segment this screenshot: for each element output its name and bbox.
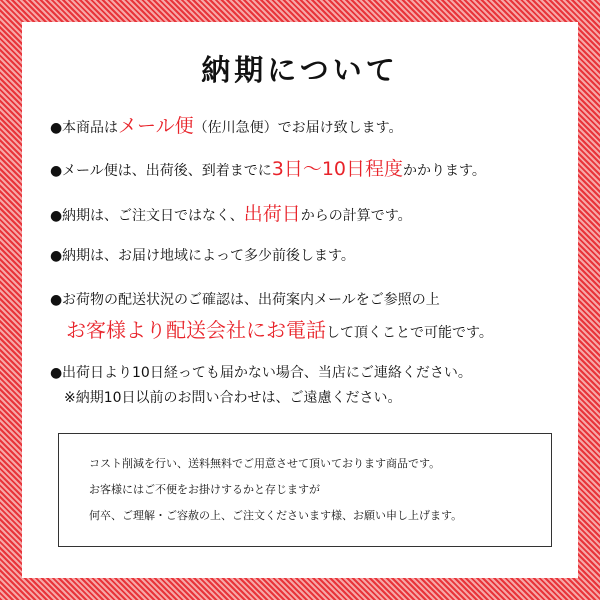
- info-line-tracking-call: [66, 320, 493, 343]
- info-line-region-variance: [50, 246, 355, 266]
- notice-line: お客様にはご不便をお掛けするかと存じますが: [89, 483, 320, 496]
- bullet-icon: ●: [50, 120, 63, 136]
- info-line-inquiry-note: [64, 388, 402, 408]
- info-line-mail-delivery: [50, 116, 403, 138]
- info-line-transit-time: [50, 159, 486, 181]
- highlight-text: 出荷日: [243, 203, 301, 225]
- page-title: 納期について: [201, 53, 399, 87]
- line-text: かかります。: [403, 163, 486, 179]
- notice-line: 何卒、ご理解・ご容赦の上、ご注文くださいます様、お願い申し上げます。: [89, 509, 463, 522]
- line-text: からの計算です。: [300, 208, 412, 224]
- line-text: 出荷日より10日経っても届かない場合、当店にご連絡ください。: [62, 365, 472, 381]
- line-text: して頂くことで可能です。: [326, 325, 493, 341]
- info-line-tracking: [50, 290, 440, 310]
- highlight-text: メール便: [118, 115, 194, 137]
- bullet-icon: ●: [50, 248, 63, 264]
- bullet-icon: ●: [50, 208, 63, 224]
- notice-box: [58, 433, 552, 547]
- line-text: 納期は、ご注文日ではなく、: [62, 208, 244, 224]
- line-text: 本商品は: [62, 120, 118, 136]
- line-text: 納期は、お届け地域によって多少前後します。: [62, 248, 355, 264]
- content-panel: [22, 22, 578, 578]
- bullet-icon: ●: [50, 292, 63, 308]
- info-line-lead-time-basis: [50, 204, 412, 226]
- line-text: お荷物の配送状況のご確認は、出荷案内メールをご参照の上: [62, 292, 440, 308]
- line-text: （佐川急便）でお届け致します。: [193, 120, 403, 136]
- highlight-text: 3日〜10日程度: [271, 158, 403, 180]
- info-line-not-arrived: [50, 363, 472, 383]
- highlight-text: お客様より配送会社にお電話: [66, 318, 326, 342]
- bullet-icon: ●: [50, 365, 63, 381]
- line-text: メール便は、出荷後、到着までに: [62, 163, 272, 179]
- notice-line: コスト削減を行い、送料無料でご用意させて頂いております商品です。: [89, 457, 441, 470]
- bullet-icon: ●: [50, 163, 63, 179]
- line-text: ※納期10日以前のお問い合わせは、ご遠慮ください。: [64, 390, 402, 406]
